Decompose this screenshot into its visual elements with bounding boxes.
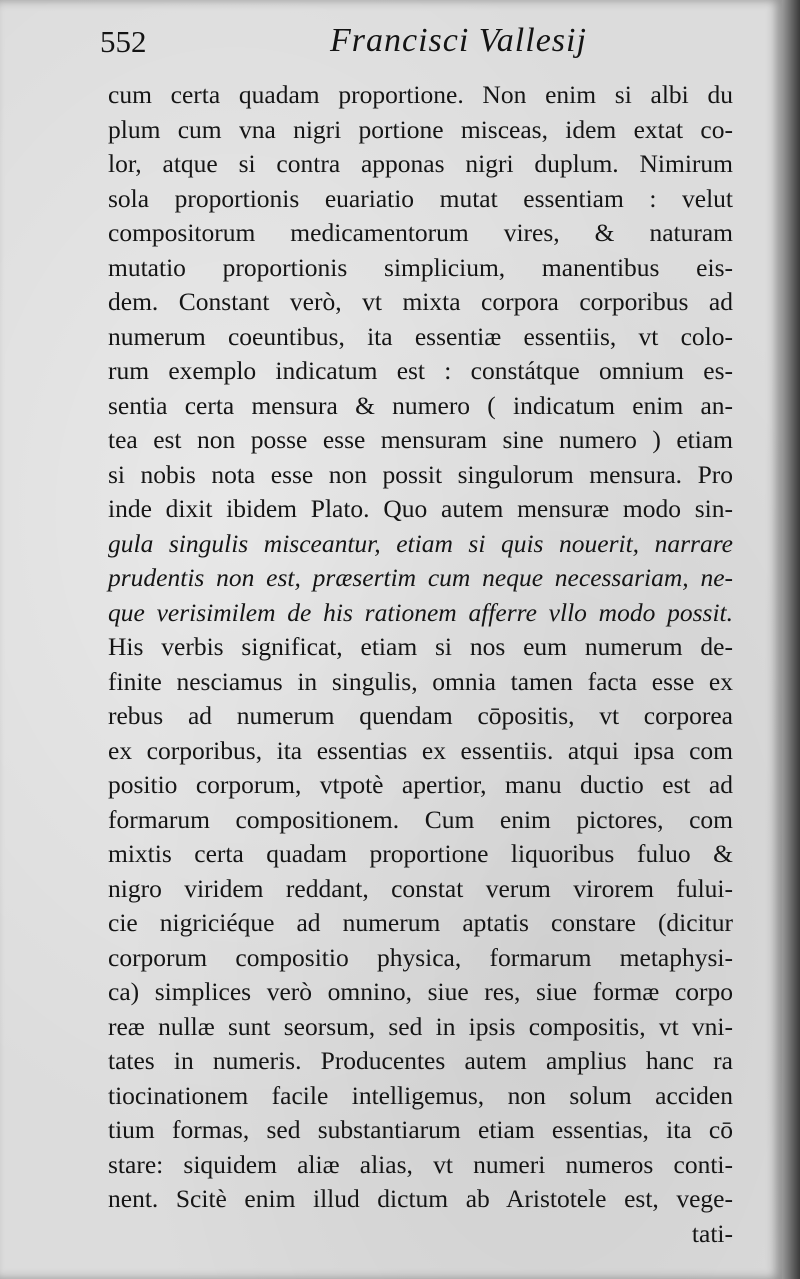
text-line: si nobis nota esse non possit singulorum mensura. Pro xyxy=(108,459,733,489)
text-line: cum certa quadam proportione. Non enim si albi du xyxy=(108,80,733,109)
text-line: cie nigriciéque ad numerum aptatis constare (dicitur xyxy=(108,908,733,937)
quoted-line: prudentis non est, præsertim cum neque necessariam, ne- xyxy=(108,563,733,592)
text-line: nent. Scitè enim illud dictum ab Aristotele est, vege- xyxy=(108,1184,733,1213)
text-line: finite nesciamus in singulis, omnia tamen facta esse ex xyxy=(108,666,733,696)
page-number: 552 xyxy=(100,24,147,59)
text-line: rebus ad numerum quendam cōpositis, vt corporea xyxy=(108,701,733,730)
text-line: formarum compositionem. Cum enim pictores, com xyxy=(108,804,733,834)
text-line: tium formas, sed substantiarum etiam essentias, ita cō xyxy=(108,1115,733,1144)
text-line: tiocinationem facile intelligemus, non solum acciden xyxy=(108,1080,733,1110)
text-line: mutatio proportionis simplicium, manentibus eis- xyxy=(108,252,733,282)
book-edge xyxy=(782,0,800,1279)
text-line: ca) simplices verò omnino, siue res, siue formæ corpo xyxy=(108,977,733,1006)
text-line: sola proportionis euariatio mutat essentiam : velut xyxy=(108,183,733,213)
body-text xyxy=(108,78,733,1251)
text-line: nigro viridem reddant, constat verum virorem fului- xyxy=(108,873,733,903)
text-line: rum exemplo indicatum est : constátque omnium es- xyxy=(108,356,733,385)
text-line: stare: siquidem aliæ alias, vt numeri numeros conti- xyxy=(108,1149,733,1179)
text-line: plum cum vna nigri portione misceas, idem extat co- xyxy=(108,114,733,144)
text-line: reæ nullæ sunt seorsum, sed in ipsis compositis, vt vni- xyxy=(108,1011,733,1041)
catchword: tati- xyxy=(691,1218,733,1248)
text-line: ex corporibus, ita essentias ex essentiis. atqui ipsa com xyxy=(108,735,733,765)
quoted-line: que verisimilem de his rationem afferre vllo modo possit. xyxy=(108,597,733,627)
text-line: sentia certa mensura & numero ( indicatum enim an- xyxy=(108,390,733,420)
text-line: corporum compositio physica, formarum metaphysi- xyxy=(108,942,733,972)
text-line: dem. Constant verò, vt mixta corpora corporibus ad xyxy=(108,287,733,316)
text-line: lor, atque si contra apponas nigri duplum. Nimirum xyxy=(108,149,733,178)
quoted-line: gula singulis misceantur, etiam si quis nouerit, narrare xyxy=(108,528,733,558)
text-line: inde dixit ibidem Plato. Quo autem mensuræ modo sin- xyxy=(108,494,733,523)
text-line: compositorum medicamentorum vires, & naturam xyxy=(108,218,733,247)
text-line: numerum coeuntibus, ita essentiæ essentiis, vt colo- xyxy=(108,321,733,351)
text-line: mixtis certa quadam proportione liquoribus fuluo & xyxy=(108,839,733,868)
text-line: His verbis significat, etiam si nos eum numerum de- xyxy=(108,632,733,661)
text-line: tea est non posse esse mensuram sine numero ) etiam xyxy=(108,425,733,454)
text-line: tates in numeris. Producentes autem amplius hanc ra xyxy=(108,1046,733,1075)
text-line: positio corporum, vtpotè apertior, manu ductio est ad xyxy=(108,770,733,799)
page-header xyxy=(100,18,740,72)
running-title: Francisci Vallesij xyxy=(330,22,587,59)
